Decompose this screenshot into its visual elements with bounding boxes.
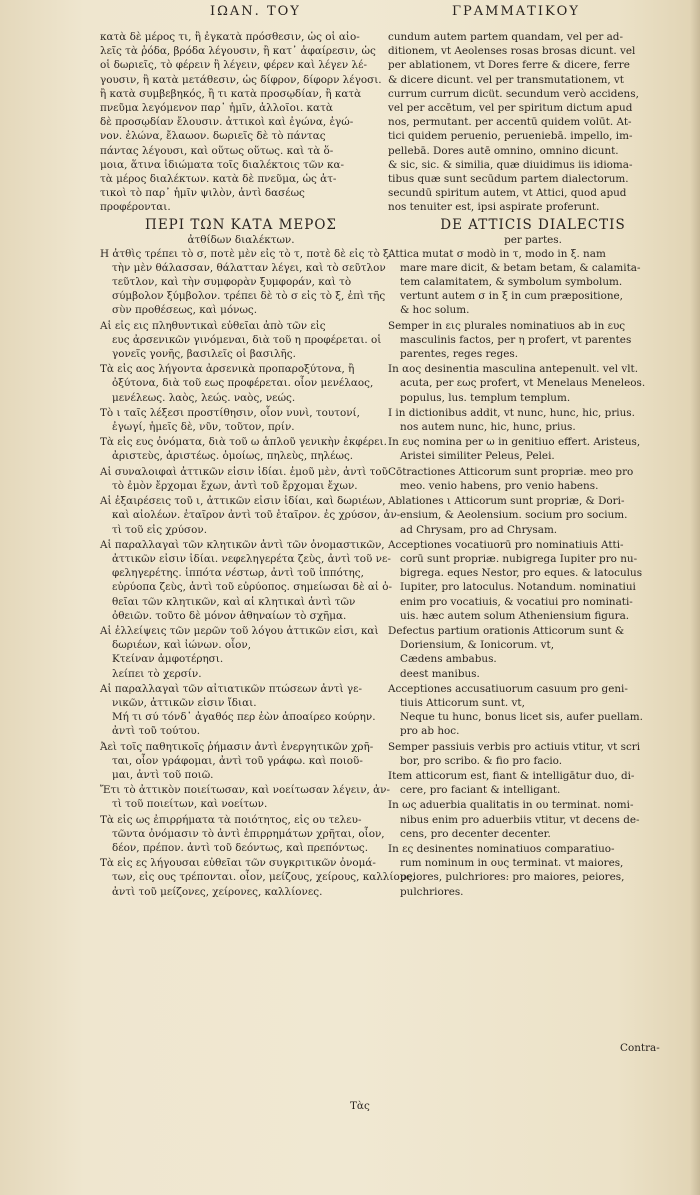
latin-intro-line: & sic, sic. & similia, quæ diuidimus iis idioma- [388,158,633,171]
latin-entry-line: Ablationes ι Atticorum sunt propriæ, & Dori- [388,495,625,508]
greek-entry-line: Τὰ εἰς ευς ὀνόματα, διὰ τοῦ ω ἁπλοῦ γενικὴν ἐκφέρει. [100,436,387,449]
latin-intro-line: tici quidem peruenio, perueniebā. impello, im- [388,130,633,143]
greek-entry [100,624,382,681]
greek-entry [100,465,388,493]
latin-entry-line: pulchriores. [400,885,464,898]
greek-intro-line: τικοὶ τὸ παρ᾽ ἡμῖν ψιλὸν, ἀντὶ δασέως [100,187,305,200]
latin-entry-line: peiores, pulchriores: pro maiores, peiores, [400,871,625,884]
latin-entry-line: enim pro vocatiuis, & vocatiui pro nominati- [400,595,633,608]
greek-entry-line: Αἱ παραλλαγαὶ τῶν κλητικῶν ἀντὶ τῶν ὀνομαστικῶν, [100,538,385,551]
greek-entry-line: Κτείναν ἀμφοτέρησι. [112,653,224,666]
latin-entry-line: Acceptiones vocatiuorū pro nominatiuis Atti- [388,538,624,551]
latin-entry-line: acuta, per εως profert, vt Menelaus Meneleos. [400,377,646,390]
greek-entry-line: μαι, ἀντὶ τοῦ ποιῶ. [112,768,214,781]
greek-entry-line: Μή τι σύ τόνδ᾽ ἀγαθός περ ἐὼν ἀποαίρεο κούρην. [112,711,376,724]
latin-entry-line: tem calamitatem, & symbolum symbolum. [400,276,623,289]
page-edge-shadow [690,0,700,1195]
latin-catchword: Contra- [620,1042,660,1054]
latin-entry [388,538,678,623]
header-left: ΙΩΑΝ. ΤΟΥ [210,4,301,19]
latin-entry [388,842,678,899]
greek-entry-line: σύμβολον ξύμβολον. τρέπει δὲ τὸ σ εἰς τὸ ξ, ἐπὶ τῆς [112,290,386,303]
greek-entry-line: τὶ τοῦ ποιείτων, καὶ νοείτων. [112,798,268,811]
latin-entry [388,798,678,841]
greek-entry-line: ἀριστεὺς, ἀριστέως. ὁμοίως, πηλεὺς, πηλέως. [112,450,354,463]
greek-intro-line: πνεῦμα λεγόμενον παρ᾽ ἡμῖν, ἀλλοῖοι. κατὰ [100,102,333,115]
latin-entry-line: deest manibus. [400,667,480,680]
greek-entry [100,247,393,318]
latin-entry-line: cere, pro faciant & intelligant. [400,784,561,797]
greek-entry-line: καὶ αἰολέων. ἑταῖρον ἀντὶ τοῦ ἑταῖρον. ἐς χρύσον, ἀν- [112,509,401,522]
greek-entry-line: τεῦτλον, καὶ τὴν συμφορὰν ξυμφοράν, καὶ τὸ [112,276,352,289]
greek-intro-line: οἱ δωριεῖς, τὸ φέρειν ἢ λέγειν, φέρεν καὶ λέγεν λέ- [100,59,367,72]
greek-entry-line: των, εἰς ους τρέπονται. οἷον, μείζους, χείρους, καλλίους, [112,871,416,884]
latin-intro-line: ditionem, vt Aeolenses rosas brosas dicunt. vel [388,45,636,58]
latin-entry-line: ensium, & Aeolensium. socium pro socium. [400,509,628,522]
greek-entry-line: ἀντὶ τοῦ τούτου. [112,725,201,738]
latin-entry-line: tiuis Atticorum sunt. vt, [400,696,525,709]
greek-entry [100,538,393,623]
greek-intro-line: λεῖς τὰ ῥόδα, βρόδα λέγουσιν, ἢ κατ᾽ ἀφαίρεσιν, ὡς [100,45,376,58]
greek-entry-line: Αἱ ἐλλείψεις τῶν μερῶν τοῦ λόγου ἀττικῶν εἰσι, καὶ [100,624,379,637]
latin-entry-line: In ες desinentes nominatiuos comparatiuo- [388,842,615,855]
latin-intro-line: nos, permutant. per accentū quidem volūt. At- [388,116,632,129]
latin-entry-line: In ευς nomina per ω in genitiuo effert. Aristeus, [388,436,641,449]
latin-entry-line: Aristei similiter Peleus, Pelei. [400,450,555,463]
latin-entry [388,247,678,318]
greek-entry-line: μενέλεως. λαὸς, λεώς. ναὸς, νεώς. [112,391,296,404]
greek-entry-line: Ἔτι τὸ ἀττικὸν ποιείτωσαν, καὶ νοείτωσαν λέγειν, ἀν- [100,784,391,797]
latin-intro-line: pellebā. Dores autē omnino, omnino dicunt. [388,144,619,157]
latin-intro-line: & dicere dicunt. vel per transmutationem, vt [388,73,624,86]
latin-intro-line: currum currum dicüt. secundum verò accidens, [388,87,639,100]
latin-intro-line: per ablationem, vt Dores ferre & dicere, ferre [388,59,630,72]
greek-entry [100,362,382,405]
greek-entry [100,682,382,739]
latin-entry-line: cens, pro decenter decenter. [400,827,551,840]
latin-entry-line: Semper in εις plurales nominatiuos ab in ευς [388,319,626,332]
latin-intro-line: secundū spiritum autem, vt Attici, quod apud [388,187,627,200]
greek-entry-line: τὶ τοῦ εἰς χρύσον. [112,523,208,536]
greek-entry-line: γονεῖς γονῆς, βασιλεῖς οἱ βασιλῆς. [112,348,296,361]
greek-entry-line: τὸ ἐμὸν ἔρχομαι ἔχων, ἀντὶ τοῦ ἔρχομαι ἔχων. [112,479,358,492]
latin-entry [388,769,678,797]
greek-intro-line: προφέρονται. [100,201,171,214]
running-header [0,4,700,30]
greek-entry-line: ευς ἀρσενικῶν γινόμεναι, διὰ τοῦ η προφέρεται. οἱ [112,333,382,346]
greek-intro-line: νον. ἐλώνα, ἔλαωον. δωριεῖς δὲ τὸ πάντας [100,130,326,143]
latin-intro-line: tibus quæ sunt secūdum partem dialectorum. [388,173,629,186]
greek-entry-line: δέον, πρέπον. ἀντὶ τοῦ δεόντως, καὶ πρεπόντως. [112,841,369,854]
latin-intro [388,30,678,215]
latin-entry-line: bigrega. eques Nestor, pro eques. & latoculus [400,567,643,580]
latin-column [388,30,678,900]
latin-entry-line: & hoc solum. [400,304,470,317]
greek-entry-line: Ἀεὶ τοῖς παθητικοῖς ῥήμασιν ἀντὶ ἐνεργητικῶν χρῆ- [100,740,374,753]
latin-intro-line: vel per accētum, vel per spiritum dictum apud [388,102,633,115]
greek-entry-line: Αἱ ἐξαιρέσεις τοῦ ι, ἀττικῶν εἰσιν ἰδίαι, καὶ δωριέων, [100,495,386,508]
latin-entry-line: vertunt autem σ in ξ in cum præpositione, [400,290,623,303]
greek-entry-line: ὀθειῶν. τοῦτο δὲ μόνον ἀθηναίων τὸ σχῆμα. [112,609,347,622]
latin-entries [388,247,678,899]
latin-entry-line: Attica mutat σ modò in τ, modo in ξ. nam [388,247,606,260]
latin-entry-line: pro ab hoc. [400,725,460,738]
latin-entry-line: Defectus partium orationis Atticorum sunt & [388,624,625,637]
greek-entry-line: Τὰ εἰς αος λήγοντα ἀρσενικὰ προπαροξύτονα, ἢ [100,363,355,376]
greek-entry-line: ὀξύτονα, διὰ τοῦ εως προφέρεται. οἷον μενέλαος, [112,377,374,390]
latin-entry [388,740,678,768]
latin-entry-line: ad Chrysam, pro ad Chrysam. [400,523,558,536]
greek-entry-line: νικῶν, ἀττικῶν εἰσιν ἴδιαι. [112,696,257,709]
greek-entry-line: Η ἀτθὶς τρέπει τὸ σ, ποτὲ μὲν εἰς τὸ τ, ποτὲ δὲ εἰς τὸ ξ. [100,247,393,260]
latin-entry [388,465,678,493]
greek-entry-line: ἀττικῶν εἰσιν ἰδίαι. νεφεληγερέτα ζεὺς, ἀντὶ τοῦ νε- [112,552,391,565]
greek-intro-line: ἢ κατὰ συμβεβηκός, ἢ τι κατὰ προσῳδίαν, ἢ κατὰ [100,87,362,100]
latin-entry [388,319,678,362]
greek-entry-line: Αἱ παραλλαγαὶ τῶν αἰτιατικῶν πτώσεων ἀντὶ γε- [100,682,363,695]
latin-entry [388,406,678,434]
latin-entry [388,624,678,681]
greek-entry-line: λείπει τὸ χερσίν. [112,667,202,680]
greek-catchword: Τὰς [350,1100,370,1112]
latin-entry-line: uis. hæc autem solum Atheniensium figura. [400,609,630,622]
latin-entry-line: masculinis factos, per η profert, vt parentes [400,333,632,346]
latin-entry-line: Acceptiones accusatiuorum casuum pro geni- [388,682,628,695]
latin-entry-line: In ως aduerbia qualitatis in ου terminat. nomi- [388,799,634,812]
latin-entry-line: bor, pro scribo. & fio pro facio. [400,754,563,767]
greek-entry [100,813,385,856]
latin-entry-line: nos autem nunc, hic, hunc, prius. [400,421,576,434]
greek-entry-line: Αἱ συναλοιφαὶ ἀττικῶν εἰσιν ἰδίαι. ἐμοῦ μὲν, ἀντὶ τοῦ [100,465,388,478]
greek-entry-line: σὺν προθέσεως, καὶ μόνως. [112,304,258,317]
latin-entry [388,494,678,537]
latin-intro-line: nos tenuiter est, ipsi aspirate proferunt. [388,201,600,214]
greek-entry [100,783,391,811]
greek-entry-line: Τὰ εἰς ες λήγουσαι εὐθεῖαι τῶν συγκριτικῶν ὀνομά- [100,857,376,870]
greek-entry-line: φεληγερέτης. ἱππότα νέστωρ, ἀντὶ τοῦ ἱππότης, [112,567,364,580]
latin-entry-line: Cōtractiones Atticorum sunt propriæ. meo pro [388,465,634,478]
latin-entry [388,435,678,463]
latin-entry-line: Neque tu hunc, bonus licet sis, aufer puellam. [400,711,643,724]
latin-entry-line: rum nominum in ους terminat. vt maiores, [400,857,624,870]
latin-entry-line: meo. venio habens, pro venio habens. [400,479,599,492]
greek-entry [100,856,416,899]
greek-intro-line: τὰ μέρος διαλέκτων. κατὰ δὲ πνεῦμα, ὡς ἀτ- [100,173,337,186]
greek-intro-line: δὲ προσῳδίαν ἔλουσιν. ἀττικοὶ καὶ ἐγώνα, ἐγώ- [100,116,354,129]
greek-entry-line: ται, οἷον γράφομαι, ἀντὶ τοῦ γράφω. καὶ ποιοῦ- [112,754,363,767]
latin-entry-line: I in dictionibus addit, vt nunc, hunc, hic, prius. [388,406,635,419]
greek-entries [100,247,416,899]
latin-entry-line: In αος desinentia masculina antepenult. vel vlt. [388,363,639,376]
latin-entry [388,362,678,405]
greek-intro-line: πάντας λέγουσι, καὶ οὕτως οὕτως. καὶ τὰ ὅ- [100,144,334,157]
greek-heading: ΠΕΡΙ ΤΩΝ ΚΑΤΑ ΜΕΡΟΣ [145,216,337,233]
latin-entry-line: Doriensium, & Ionicorum. vt, [400,639,554,652]
latin-intro-line: cundum autem partem quandam, vel per ad- [388,31,623,43]
greek-column [100,30,416,900]
latin-entry-line: populus, lus. templum templum. [400,391,571,404]
latin-entry [388,682,678,739]
greek-entry-line: ἀντὶ τοῦ μείζονες, χείρονες, καλλίονες. [112,885,323,898]
latin-entry-line: nibus enim pro aduerbiis vtitur, vt decens de- [400,813,640,826]
greek-intro-line: κατὰ δὲ μέρος τι, ἢ ἐγκατὰ πρόσθεσιν, ὡς οἱ αἰο- [100,31,360,43]
greek-entry-line: ἐγωγί, ἡμεῖς δὲ, νῦν, τοῦτον, πρίν. [112,421,295,434]
greek-entry [100,435,387,463]
header-right: ΓΡΑΜΜΑΤΙΚΟΥ [452,4,580,19]
greek-entry-line: δωριέων, καὶ ἰώνων. οἷον, [112,639,252,652]
greek-subheading: ἀτθίδων διαλέκτων. [187,233,295,246]
greek-entry [100,494,401,537]
latin-heading: DE ATTICIS DIALECTIS [440,216,626,233]
greek-entry-line: εὐρύοπα ζεὺς, ἀντὶ τοῦ εὐρύοπος. σημείωσαι δὲ αἱ ὀ- [112,581,393,594]
latin-entry-line: Item atticorum est, fiant & intelligātur duo, di- [388,769,635,782]
greek-entry-line: Τὸ ι ταῖς λέξεσι προστίθησιν, οἷον νυνὶ, τουτονί, [100,406,360,419]
greek-entry-line: θεῖαι τῶν κλητικῶν, καὶ αἱ κλητικαὶ ἀντὶ τῶν [112,595,356,608]
greek-entry [100,319,382,362]
latin-entry-line: corū sunt propriæ. nubigrega Iupiter pro nu- [400,552,638,565]
latin-entry-line: Iupiter, pro latoculus. Notandum. nominatiui [400,581,636,594]
greek-intro-line: μοια, ἅτινα ἰδιώματα τοῖς διαλέκτοις τῶν κα- [100,158,344,171]
greek-entry-line: τῶντα ὀνόμασιν τὸ ἀντὶ ἐπιρρημάτων χρῆται, οἷον, [112,827,385,840]
latin-subheading: per partes. [504,233,562,246]
greek-entry [100,740,382,783]
greek-entry-line: τὴν μὲν θάλασσαν, θάλατταν λέγει, καὶ τὸ σεῦτλον [112,261,386,274]
latin-entry-line: mare mare dicit, & betam betam, & calamita- [400,261,641,274]
greek-entry [100,406,382,434]
latin-entry-line: Cædens ambabus. [400,653,497,666]
greek-intro-line: γουσιν, ἢ κατὰ μετάθεσιν, ὡς δίφρον, δίφορν λέγοσι. [100,73,382,86]
greek-entry-line: Αἱ εἰς εις πληθυντικαὶ εὐθεῖαι ἀπὸ τῶν εἰς [100,319,326,332]
greek-intro [100,30,382,215]
latin-entry-line: parentes, reges reges. [400,348,519,361]
latin-entry-line: Semper passiuis verbis pro actiuis vtitur, vt scri [388,740,641,753]
greek-entry-line: Τὰ εἰς ως ἐπιρρήματα τὰ ποιότητος, εἰς ου τελευ- [100,813,362,826]
